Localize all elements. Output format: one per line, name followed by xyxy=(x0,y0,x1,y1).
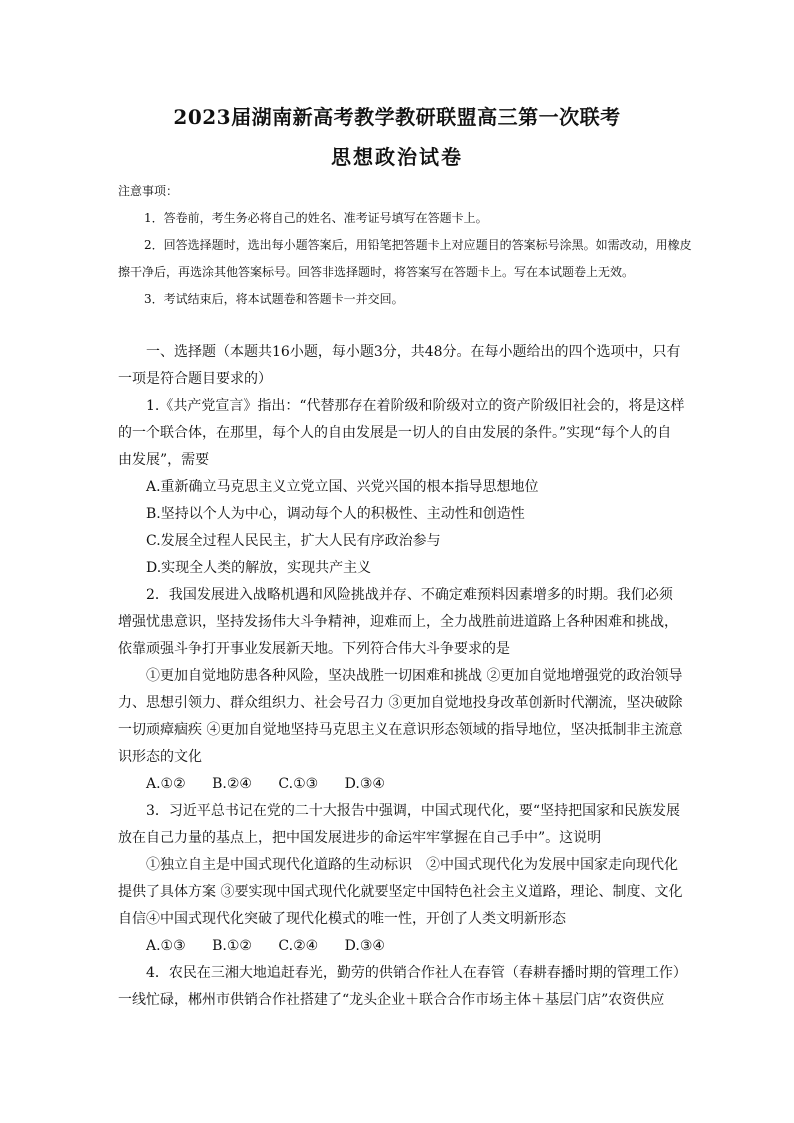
question-1-option-a: A.重新确立马克思主义立党立国、兴党兴国的根本指导思想地位 xyxy=(146,479,539,495)
question-2-stem: 2．我国发展进入战略机遇和风险挑战并存、不确定难预料因素增多的时期。我们必须增强忧患意识，坚持发扬伟大斗争精神，迎难而上，全力战胜前进道路上各种困难和挑战，依靠顽强斗争打开事业发展新天地。下列符合伟大斗争要求的是 xyxy=(118,587,678,657)
question-1-option-d: D.实现全人类的解放，实现共产主义 xyxy=(146,560,372,576)
question-3-statements: ①独立自主是中国式现代化道路的生动标识 ②中国式现代化为发展中国家走向现代化提供了具体方案 ③要实现中国式现代化就要坚定中国特色社会主义道路，理论、制度、文化自信④中国式现代化突破了现代化模式的唯一性，开创了人类文明新形态 xyxy=(118,857,683,927)
question-3-choice-b: B.①② xyxy=(212,938,252,954)
section-heading: 一、选择题（本题共16小题，每小题3分，共48分。在每小题给出的四个选项中，只有一项是符合题目要求的） xyxy=(118,344,681,387)
question-2-choice-a: A.①② xyxy=(146,776,186,792)
notes-item-1: 1．答卷前，考生务必将自己的姓名、准考证号填写在答题卡上。 xyxy=(144,211,488,225)
question-2-statements: ①更加自觉地防患各种风险，坚决战胜一切困难和挑战 ②更加自觉地增强党的政治领导力、思想引领力、群众组织力、社会号召力 ③更加自觉地投身改革创新时代潮流，坚决破除一切顽瘴痼疾 ④更加自觉地坚持马克思主义在意识形态领域的指导地位，坚决抵制非主流意识形态的文化 xyxy=(118,668,683,765)
question-3-stem: 3．习近平总书记在党的二十大报告中强调，中国式现代化，要“坚持把国家和民族发展放在自己力量的基点上，把中国发展进步的命运牢牢掌握在自己手中”。这说明 xyxy=(118,803,681,846)
question-1-stem: 1.《共产党宣言》指出：“代替那存在着阶级和阶级对立的资产阶级旧社会的，将是这样的一个联合体，在那里，每个人的自由发展是一切人的自由发展的条件。”实现“每个人的自由发展”，需要 xyxy=(118,398,685,468)
question-1-option-b: B.坚持以个人为中心，调动每个人的积极性、主动性和创造性 xyxy=(146,506,525,522)
notes-item-3: 3．考试结束后，将本试题卷和答题卡一并交回。 xyxy=(144,292,404,306)
question-1-option-c: C.发展全过程人民民主，扩大人民有序政治参与 xyxy=(146,533,441,549)
question-3-choice-a: A.①③ xyxy=(146,938,186,954)
question-2-choice-c: C.①③ xyxy=(278,776,319,792)
notes-heading: 注意事项： xyxy=(118,184,179,198)
exam-subtitle: 思想政治试卷 xyxy=(331,145,463,169)
question-3-choice-c: C.②④ xyxy=(278,938,319,954)
question-4-stem: 4．农民在三湘大地追赶春光，勤劳的供销合作社人在春管（春耕春播时期的管理工作）一线忙碌，郴州市供销合作社搭建了“龙头企业＋联合合作市场主体＋基层门店”农资供应 xyxy=(118,965,680,1008)
question-3-choice-d: D.③④ xyxy=(344,938,385,954)
question-2-choices xyxy=(118,771,685,798)
question-3-choices xyxy=(118,933,685,960)
notes-item-2: 2．回答选择题时，选出每小题答案后，用铅笔把答题卡上对应题目的答案标号涂黑。如需改动，用橡皮擦干净后，再选涂其他答案标号。回答非选择题时，将答案写在答题卡上。写在本试题卷上无效。 xyxy=(118,238,692,279)
question-2-choice-d: D.③④ xyxy=(344,776,385,792)
questions-block xyxy=(118,339,685,1014)
question-2-choice-b: B.②④ xyxy=(212,776,252,792)
notes-block xyxy=(118,178,700,313)
exam-title: 2023届湖南新高考教学教研联盟高三第一次联考 xyxy=(173,105,621,129)
